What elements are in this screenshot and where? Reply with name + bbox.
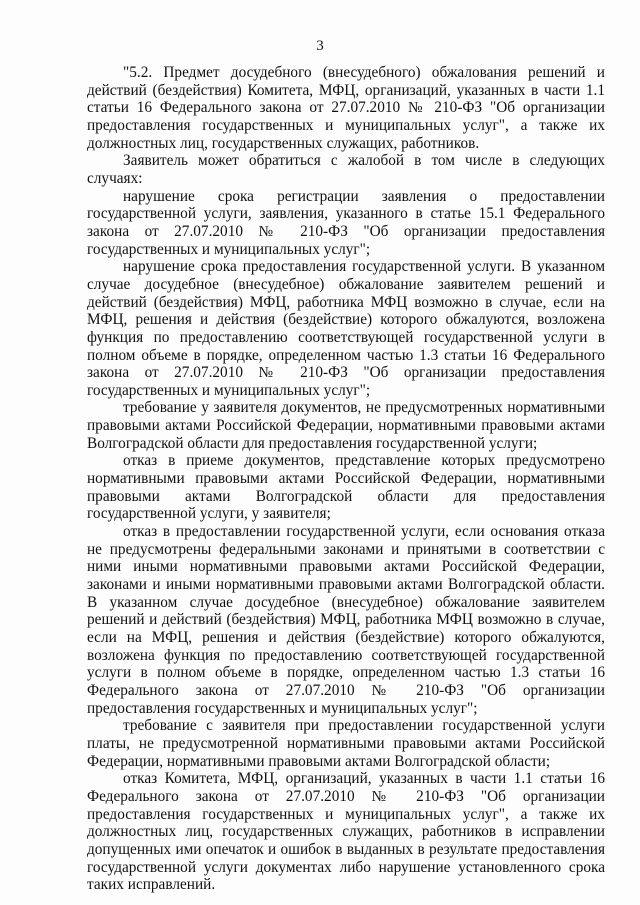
case-paragraph: отказ в предоставлении государственной услуги, если основания отказа не предусмотрены федеральными законами и принятыми в соответствии с ними иными нормативными правовыми актами Российской Федерации, законами и иными нормативными правовыми актами Волгоградской области. В указанном случае досудебное (внесудебное) обжалование заявителем решений и действий (бездействия) МФЦ, работника МФЦ возможно в случае, если на МФЦ, решения и действия (бездействие) которого обжалуются, возложена функция по предоставлению соответствующей государственной услуги в полном объеме в порядке, определенном частью 1.3 статьи 16 Федерального закона от 27.07.2010 № 210-ФЗ "Об организации предоставления государственных и муниципальных услуг"; — [87, 523, 605, 717]
case-paragraph: нарушение срока регистрации заявления о предоставлении государственной услуги, заявления, указанного в статье 15.1 Федерального закона от 27.07.2010 № 210-ФЗ "Об организации предоставления государственных и муниципальных услуг"; — [87, 187, 605, 258]
case-paragraph: требование с заявителя при предоставлении государственной услуги платы, не предусмотренной нормативными правовыми актами Российской Федерации, нормативными правовыми актами Волгоградской области; — [87, 717, 605, 770]
case-paragraph: отказ в приеме документов, представление которых предусмотрено нормативными правовыми актами Российской Федерации, нормативными правовыми актами Волгоградской области для предоставления государственной услуги, у заявителя; — [87, 452, 605, 523]
case-paragraph: требование у заявителя документов, не предусмотренных нормативными правовыми актами Российской Федерации, нормативными правовыми актами Волгоградской области для предоставления государственной услуги; — [87, 399, 605, 452]
document-body — [87, 64, 605, 894]
section-heading-paragraph: "5.2. Предмет досудебного (внесудебного) обжалования решений и действий (бездействия) Комитета, МФЦ, организаций, указанных в части 1.1 статьи 16 Федерального закона от 27.07.2010 № 210-ФЗ "Об организации предоставления государственных и муниципальных услуг", а также их должностных лиц, государственных служащих, работников. — [87, 64, 605, 152]
intro-paragraph: Заявитель может обратиться с жалобой в том числе в следующих случаях: — [87, 152, 605, 187]
page-number: 3 — [316, 38, 324, 54]
case-paragraph: нарушение срока предоставления государственной услуги. В указанном случае досудебное (внесудебное) обжалование заявителем решений и действий (бездействия) МФЦ, работника МФЦ возможно в случае, если на МФЦ, решения и действия (бездействие) которого обжалуются, возложена функция по предоставлению соответствующей государственной услуги в полном объеме в порядке, определенном частью 1.3 статьи 16 Федерального закона от 27.07.2010 № 210-ФЗ "Об организации предоставления государственных и муниципальных услуг"; — [87, 258, 605, 399]
case-paragraph: отказ Комитета, МФЦ, организаций, указанных в части 1.1 статьи 16 Федерального закона от 27.07.2010 № 210-ФЗ "Об организации предоставления государственных и муниципальных услуг", а также их должностных лиц, государственных служащих, работников в исправлении допущенных ими опечаток и ошибок в выданных в результате предоставления государственной услуги документах либо нарушение установленного срока таких исправлений. — [87, 770, 605, 894]
